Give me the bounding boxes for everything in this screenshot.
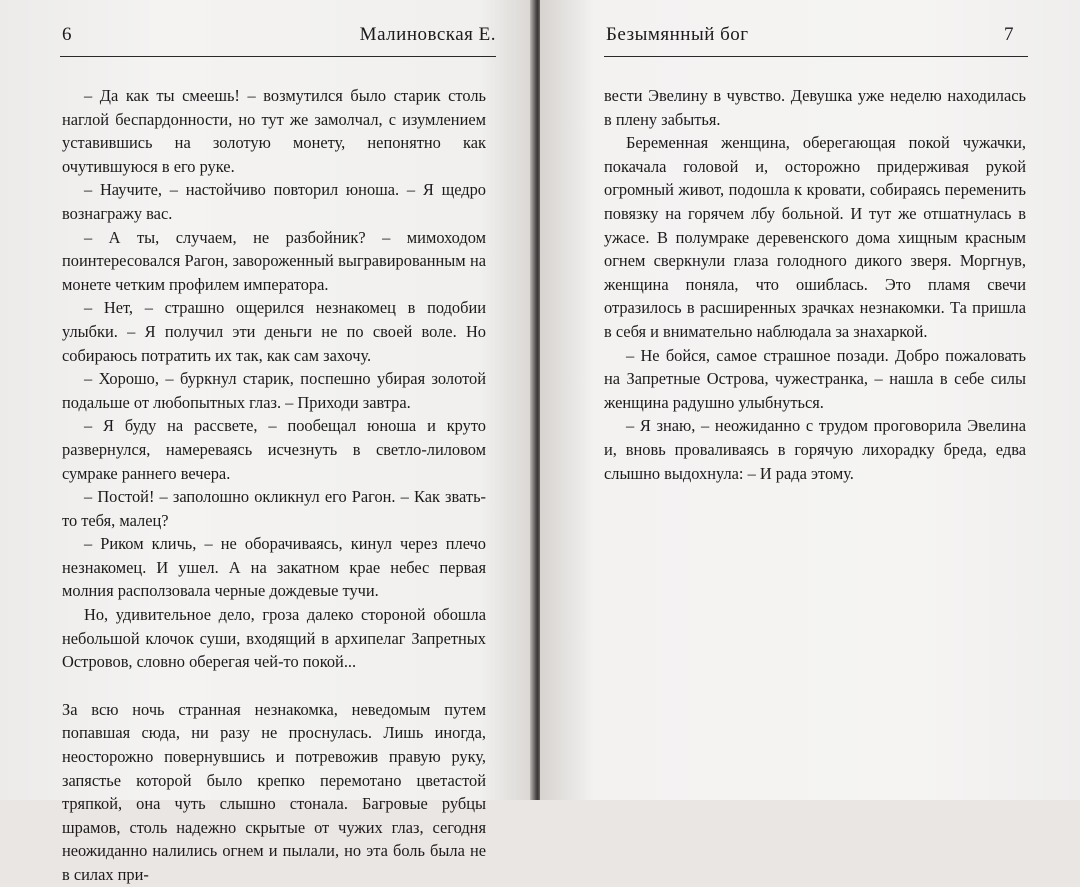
paragraph: – Не бойся, самое страшное позади. Добро пожаловать на Запретные Острова, чужестранка, – нашла в себе силы женщина радушно улыбнуться. <box>604 345 1026 412</box>
paragraph: – Риком кличь, – не оборачиваясь, кинул через плечо незнакомец. И ушел. А на закатном крае небес первая молния расползовала черные дождевые тучи. <box>62 534 486 601</box>
right-running-head: Безымянный бог <box>606 24 749 45</box>
paragraph: вести Эвелину в чувство. Девушка уже неделю находилась в плену забытья. <box>604 86 1026 129</box>
paragraph: – А ты, случаем, не разбойник? – мимоходом поинтересовался Рагон, завороженный выгравированным на монете четким профилем императора. <box>62 227 486 294</box>
paragraph: – Постой! – заполошно окликнул его Рагон. – Как звать-то тебя, малец? <box>62 487 486 530</box>
left-page-number: 6 <box>62 24 72 45</box>
right-page <box>540 0 1080 800</box>
left-page <box>0 0 534 884</box>
left-body-text <box>62 84 486 887</box>
left-running-head: Малиновская Е. <box>359 24 496 45</box>
paragraph: За всю ночь странная незнакомка, неведомым путем попавшая сюда, ни разу не проснулась. Лишь иногда, неосторожно повернувшись и потревожив правую руку, запястье которой было крепко перемотано цветастой тряпкой, она чуть слышно стонала. Багровые рубцы шрамов, столь надежно скрытые от чужих глаз, сегодня неожиданно налились огнем и пылали, но эта боль была не в силах при- <box>62 699 486 884</box>
paragraph: Но, удивительное дело, гроза далеко стороной обошла небольшой клочок суши, входящий в архипелаг Запретных Островов, словно оберегая чей-то покой... <box>62 605 486 672</box>
paragraph: Беременная женщина, оберегающая покой чужачки, покачала головой и, осторожно придерживая рукой огромный живот, подошла к кровати, собираясь переменить повязку на горячем лбу больной. И тут же отшатнулась в ужасе. В полумраке деревенского дома хищным красным огнем сверкнули глаза голодного дикого зверя. Моргнув, женщина поняла, что ошиблась. Это пламя свечи отразилось в расширенных зрачках незнакомки. Та пришла в себя и внимательно наблюдала за знахаркой. <box>604 133 1026 341</box>
left-header-rule <box>60 56 496 57</box>
right-page-number: 7 <box>1004 24 1014 45</box>
paragraph: – Хорошо, – буркнул старик, поспешно убирая золотой подальше от любопытных глаз. – Приходи завтра. <box>62 369 486 412</box>
paragraph: – Да как ты смеешь! – возмутился было старик столь наглой беспардонности, но тут же замолчал, с изумлением уставившись на золотую монету, непонятно как очутившуюся в его руке. <box>62 86 486 176</box>
paragraph: – Научите, – настойчиво повторил юноша. – Я щедро вознагражу вас. <box>62 180 486 223</box>
paragraph: – Нет, – страшно ощерился незнакомец в подобии улыбки. – Я получил эти деньги не по своей воле. Но собираюсь потратить их так, как сам захочу. <box>62 298 486 365</box>
paragraph: – Я знаю, – неожиданно с трудом проговорила Эвелина и, вновь проваливаясь в горячую лихорадку бреда, едва слышно выдохнула: – И рада этому. <box>604 416 1026 483</box>
right-body-text <box>604 84 1026 485</box>
right-header-rule <box>604 56 1028 57</box>
paragraph: – Я буду на рассвете, – пообещал юноша и круто развернулся, намереваясь исчезнуть в светло-лиловом сумраке раннего вечера. <box>62 416 486 483</box>
